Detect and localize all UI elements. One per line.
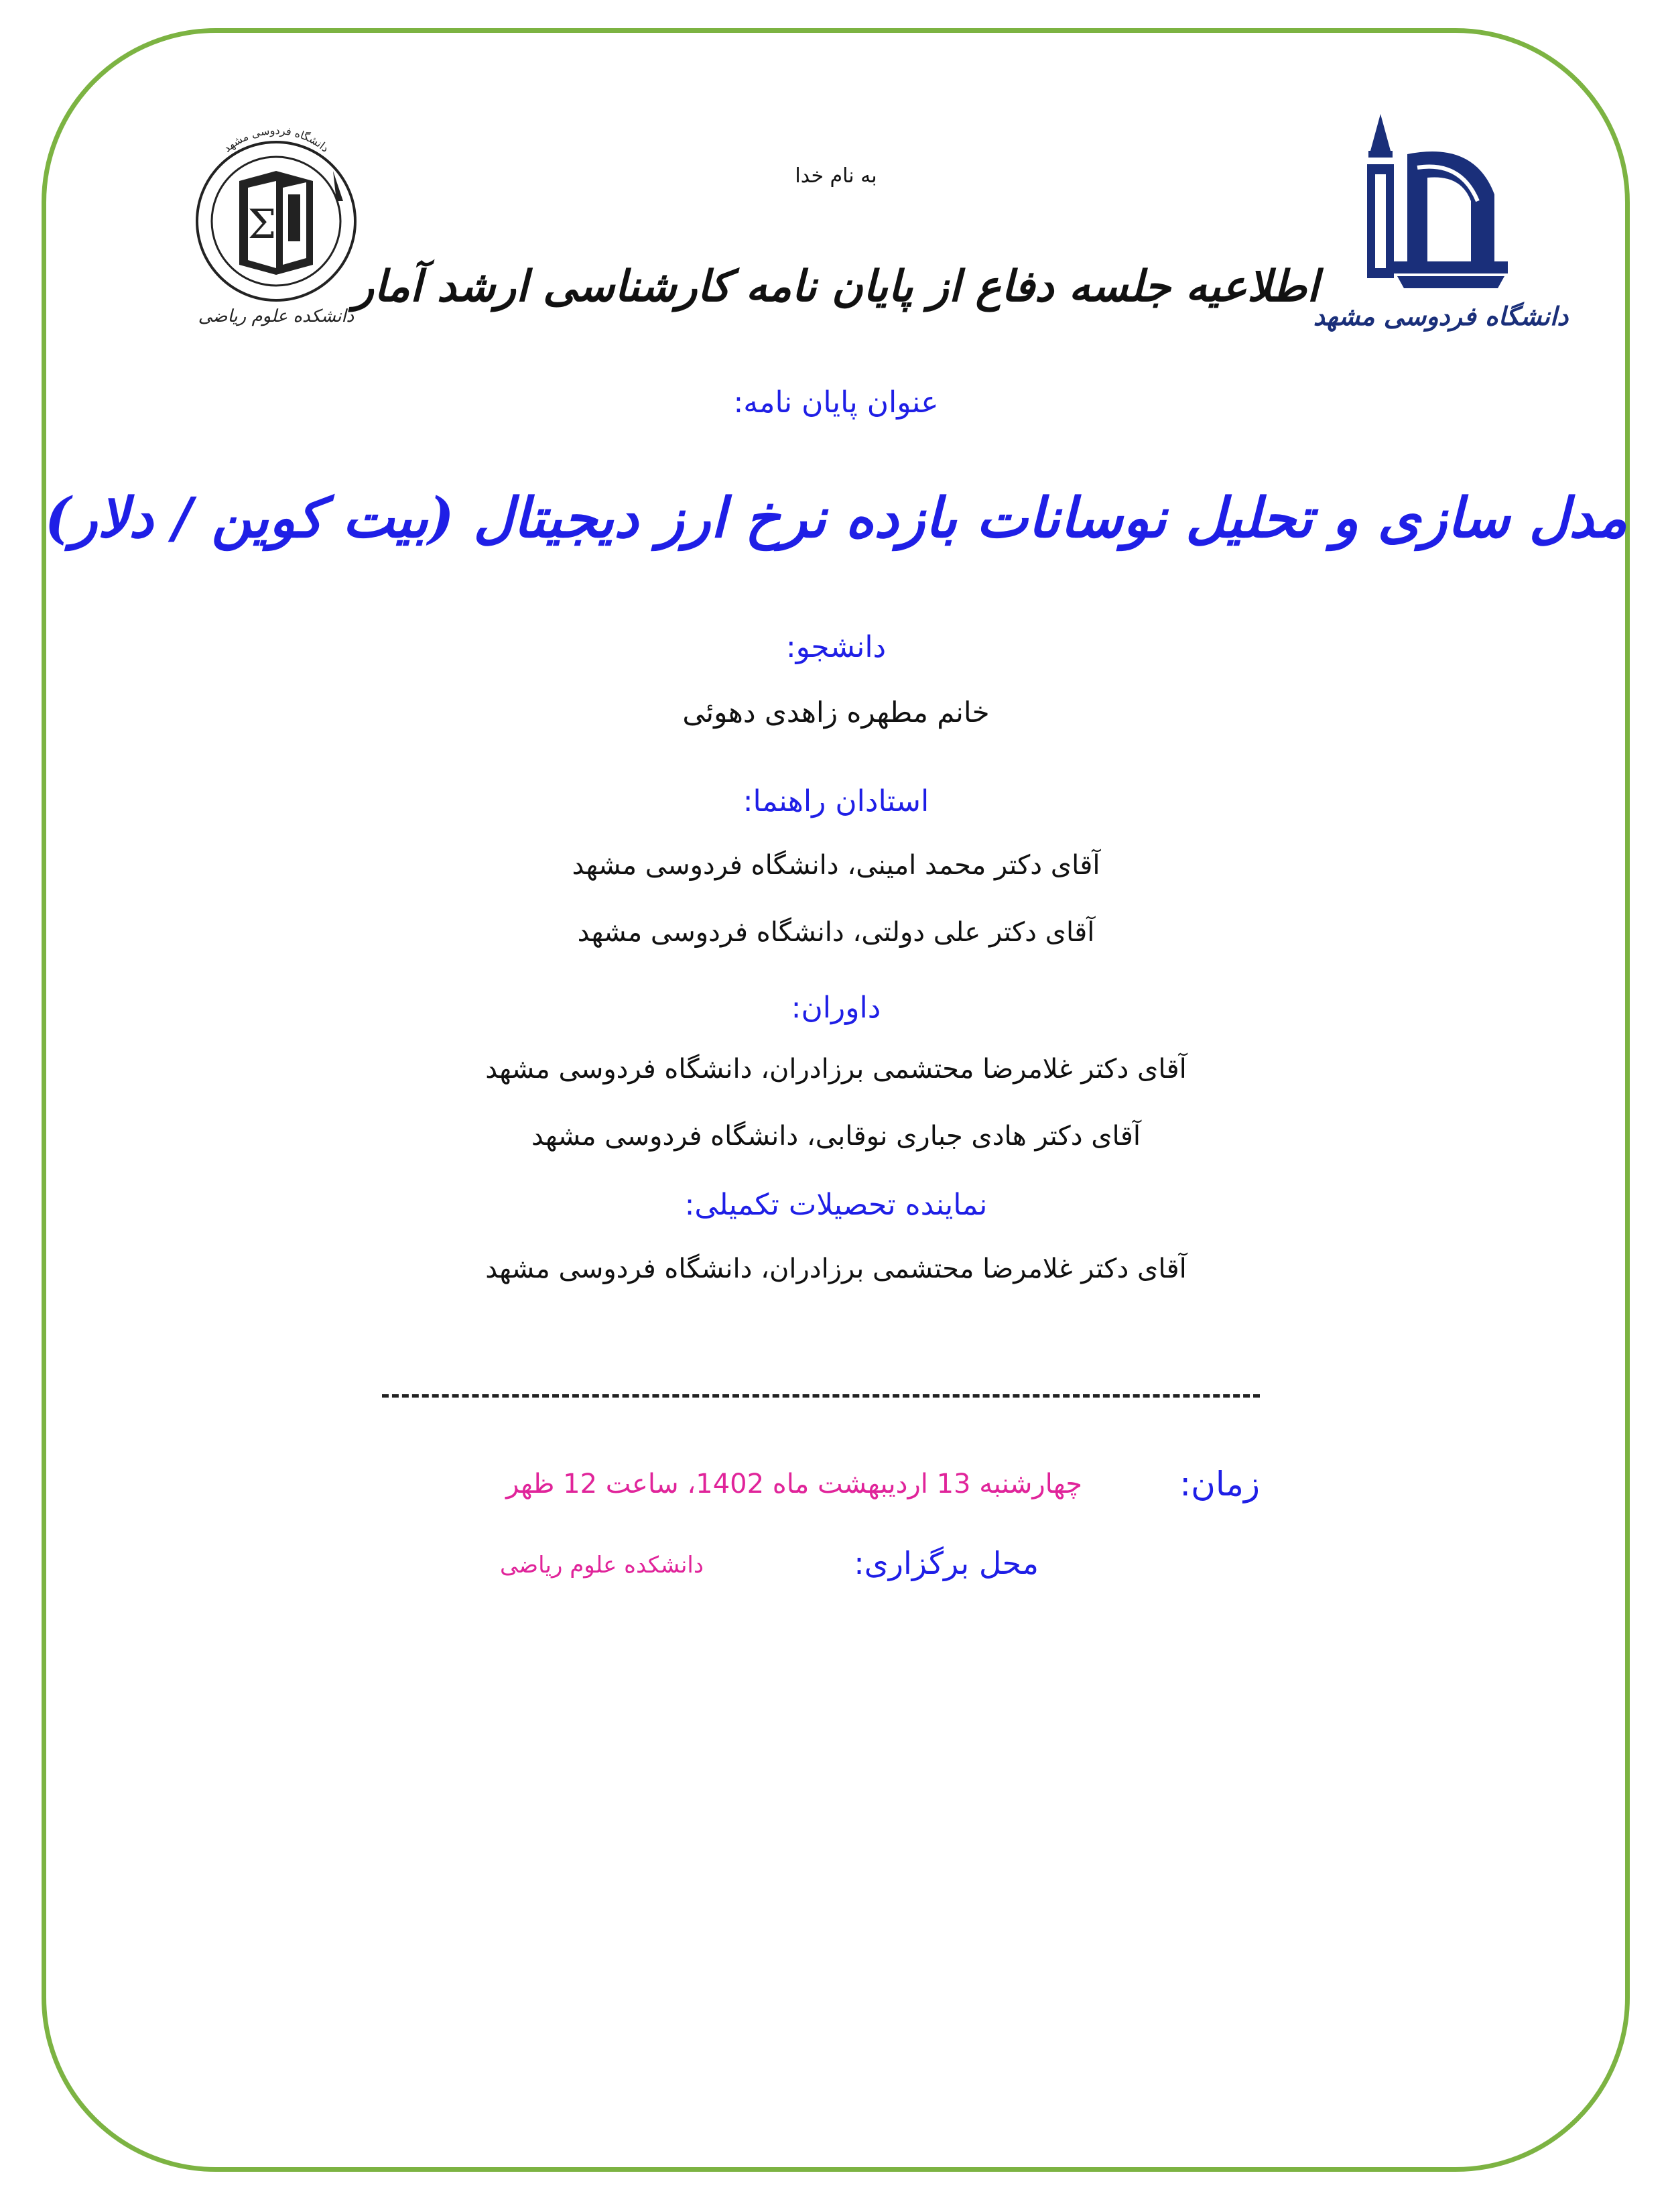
announcement-heading: اطلاعیه جلسه دفاع از پایان نامه کارشناسی ارشد آمار [353,261,1319,312]
time-value: چهارشنبه 13 اردیبهشت ماه 1402، ساعت 12 ظهر [506,1469,1082,1499]
thesis-title: مدل سازی و تحلیل نوسانات بازده نرخ ارز دیجیتال (بیت کوین / دلار) [44,486,1628,550]
supervisors-label: استادان راهنما: [743,784,929,818]
time-row [375,1465,1260,1518]
svg-text:دانشگاه فردوسی مشهد: دانشگاه فردوسی مشهد [1313,301,1569,331]
student-name: خانم مطهره زاهدی دهوئی [682,696,990,729]
svg-text:دانشکده علوم ریاضی: دانشکده علوم ریاضی [198,306,355,326]
svg-text:دانشگاه فردوسی مشهد: دانشگاه فردوسی مشهد [220,123,332,155]
supervisor-item: آقای دکتر علی دولتی، دانشگاه فردوسی مشهد [577,917,1095,948]
supervisor-item: آقای دکتر محمد امینی، دانشگاه فردوسی مشهد [572,850,1100,881]
faculty-math-seal-logo [176,107,377,362]
representative-label: نماینده تحصیلات تکمیلی: [684,1188,988,1222]
faculty-math-seal-icon [176,107,377,362]
student-label: دانشجو: [785,630,887,664]
thesis-title-label: عنوان پایان نامه: [733,385,939,420]
svg-text:Σ: Σ [247,201,277,248]
place-label: محل برگزاری: [854,1545,1039,1581]
time-label: زمان: [1179,1465,1260,1503]
representative-item: آقای دکتر غلامرضا محتشمی برزادران، دانشگاه فردوسی مشهد [485,1253,1187,1284]
place-value: دانشکده علوم ریاضی [499,1552,704,1579]
referee-item: آقای دکتر غلامرضا محتشمی برزادران، دانشگاه فردوسی مشهد [485,1054,1187,1085]
dashed-separator [382,1394,1260,1398]
referees-label: داوران: [791,991,881,1025]
referee-item: آقای دکتر هادی جباری نوقابی، دانشگاه فردوسی مشهد [531,1121,1141,1152]
bismillah-text: به نام خدا [795,164,877,188]
place-row [375,1545,1260,1599]
